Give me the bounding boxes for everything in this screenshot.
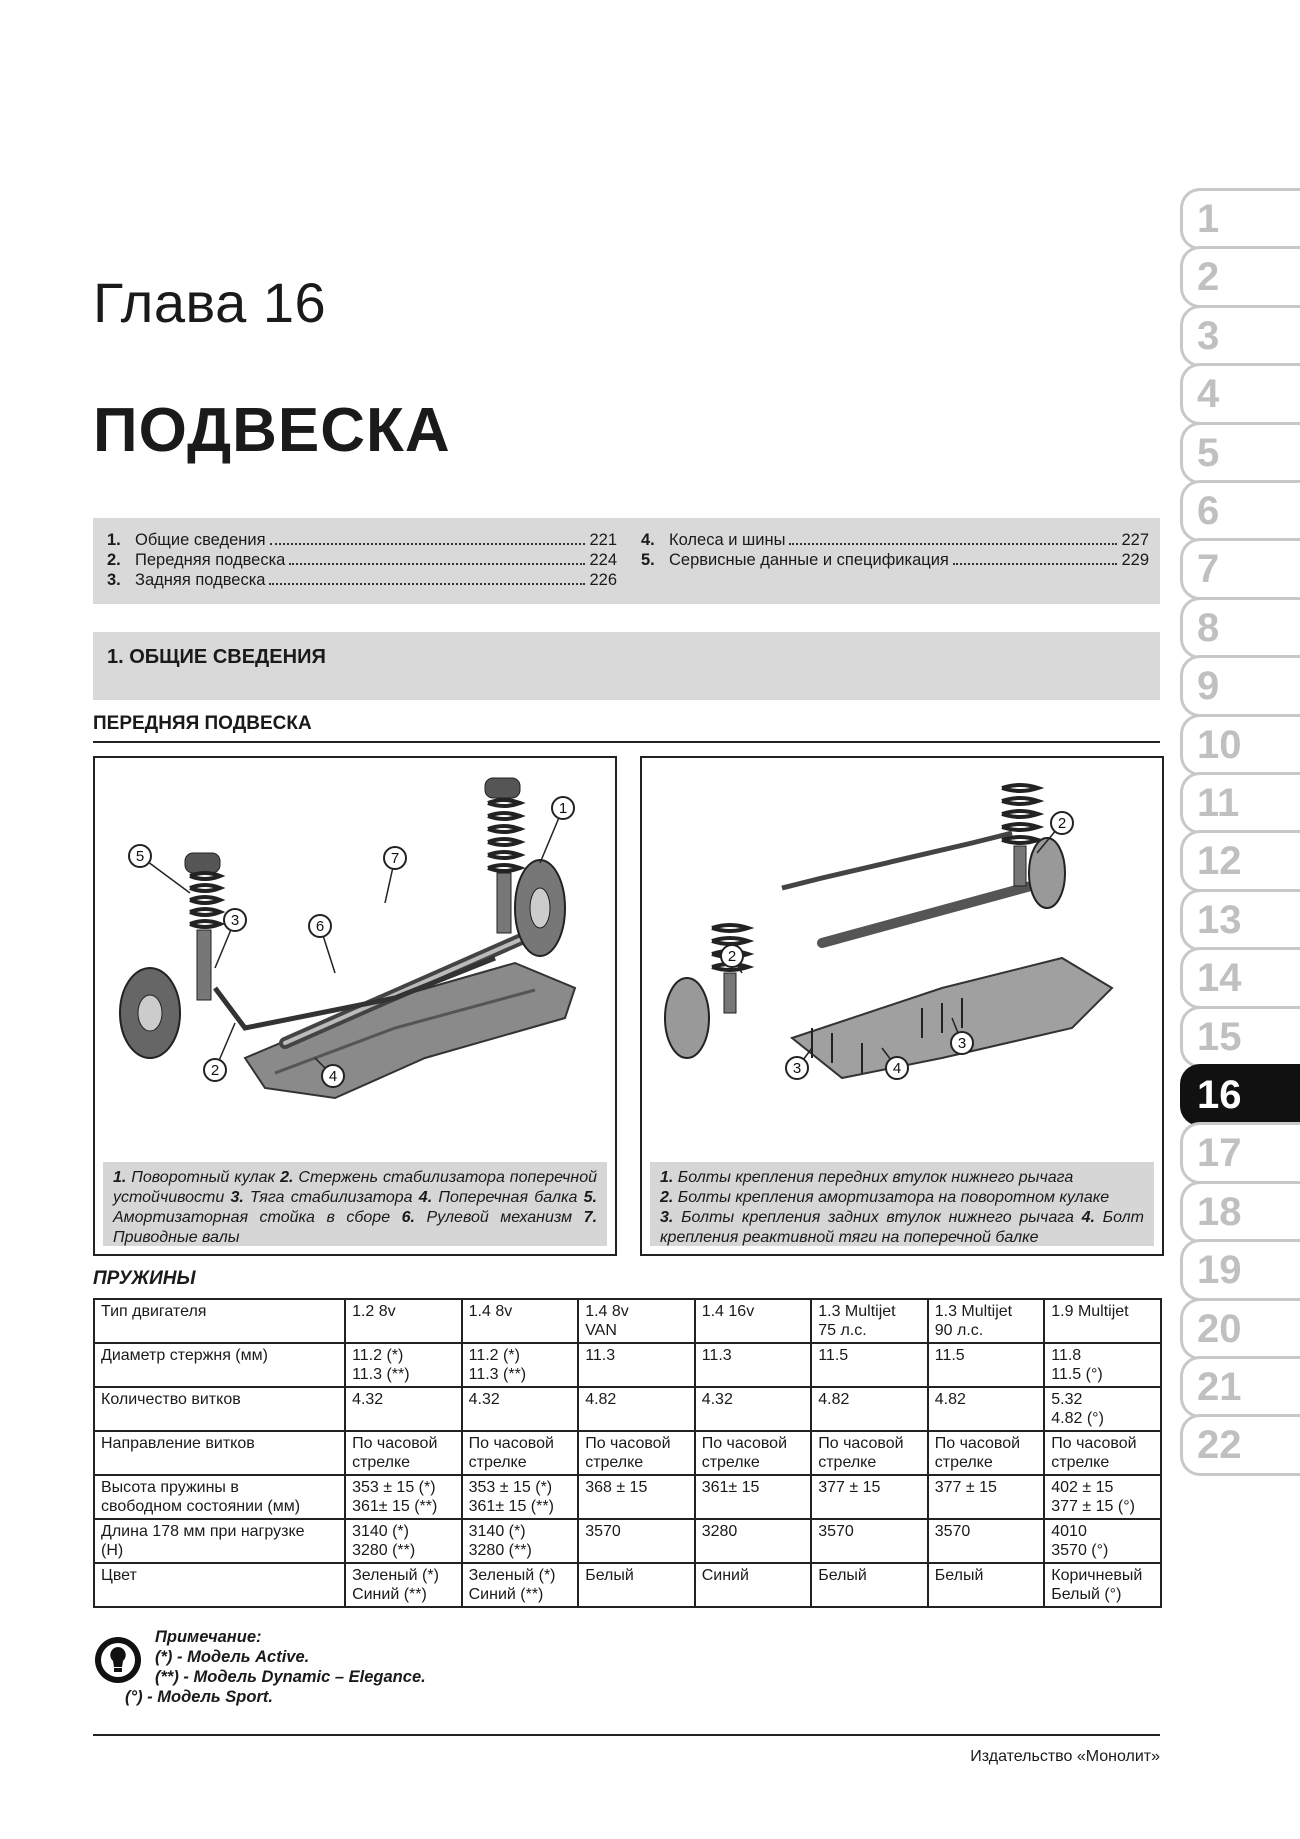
cell-value: 361± 15 (**) (352, 1498, 438, 1515)
table-row (94, 1563, 1161, 1607)
caption-text: Болты крепления амортизатора на поворотном кулаке (673, 1189, 1110, 1206)
table-cell (345, 1431, 462, 1475)
table-cell (811, 1299, 928, 1343)
cell-value: Синий (**) (468, 1586, 544, 1603)
table-cell (928, 1387, 1045, 1431)
cell-value: 3570 (934, 1523, 971, 1540)
chapter-tab-14[interactable]: 14 (1180, 947, 1300, 1009)
chapter-tab-18[interactable]: 18 (1180, 1181, 1300, 1243)
cell-value: 4.32 (468, 1391, 500, 1408)
section-header (93, 632, 1160, 700)
table-cell (695, 1475, 812, 1519)
contents-entry-number: 2. (107, 551, 121, 569)
cell-value: 3570 (°) (1051, 1542, 1109, 1559)
cell-value: По часовой (468, 1435, 554, 1452)
note-title: Примечание: (155, 1628, 262, 1646)
exploded-view-illustration (642, 758, 1162, 1153)
cell-value: 1.9 Multijet (1051, 1303, 1129, 1320)
cell-value: 90 л.с. (934, 1322, 984, 1339)
cell-value: По часовой (934, 1435, 1021, 1452)
note-line: (*) - Модель Active. (155, 1648, 310, 1666)
caption-text: Поперечная балка (432, 1189, 584, 1206)
leader-dots (789, 543, 1117, 545)
table-cell (811, 1519, 928, 1563)
cell-value: стрелке (934, 1454, 993, 1471)
table-cell (928, 1431, 1045, 1475)
contents-entry-page: 226 (589, 571, 617, 589)
lightbulb-icon (93, 1635, 143, 1685)
callout-2a: 2 (727, 948, 737, 965)
table-cell (811, 1563, 928, 1607)
table-cell (345, 1299, 462, 1343)
cell-value: 1.4 8v (585, 1303, 629, 1320)
contents-entry-page: 221 (589, 531, 617, 549)
callout-3b: 3 (957, 1035, 967, 1052)
cell-value: Белый (585, 1567, 634, 1584)
springs-heading: ПРУЖИНЫ (93, 1268, 196, 1289)
cell-value: 1.3 Multijet (934, 1303, 1013, 1320)
cell-value: По часовой (818, 1435, 904, 1452)
contents-entry-number: 3. (107, 571, 121, 589)
caption-number: 6. (401, 1209, 415, 1226)
caption-number: 3. (660, 1209, 674, 1226)
cell-value: Белый (818, 1567, 867, 1584)
table-cell (1044, 1519, 1161, 1563)
table-row (94, 1299, 1161, 1343)
table-cell (811, 1475, 928, 1519)
table-cell (695, 1343, 812, 1387)
cell-value: 11.5 (818, 1347, 849, 1364)
cell-value: стрелке (818, 1454, 877, 1471)
footer-rule (93, 1734, 1160, 1736)
contents-entry-label: Задняя подвеска (135, 571, 266, 589)
row-label: Диаметр стержня (мм) (101, 1347, 268, 1364)
figure-caption (650, 1162, 1154, 1246)
leader-dots (270, 543, 586, 545)
table-row (94, 1519, 1161, 1563)
cell-value: 5.32 (1051, 1391, 1083, 1408)
table-cell (1044, 1475, 1161, 1519)
chapter-tab-17[interactable]: 17 (1180, 1122, 1300, 1184)
cell-value: Белый (°) (1051, 1586, 1122, 1603)
cell-value: 4.82 (585, 1391, 617, 1408)
caption-text: Болты крепления задних втулок нижнего рычага (673, 1209, 1082, 1226)
row-label: Высота пружины в (101, 1479, 239, 1496)
cell-value: 4010 (1051, 1523, 1087, 1540)
cell-value: 402 ± 15 (1051, 1479, 1114, 1496)
row-label-cell (94, 1519, 345, 1563)
table-cell (695, 1563, 812, 1607)
chapter-tab-20[interactable]: 20 (1180, 1298, 1300, 1360)
section-title: 1. ОБЩИЕ СВЕДЕНИЯ (107, 646, 326, 668)
table-cell (462, 1431, 579, 1475)
table-cell (462, 1343, 579, 1387)
row-label: (Н) (101, 1542, 124, 1559)
caption-number: 7. (583, 1209, 598, 1226)
chapter-tab-9[interactable]: 9 (1180, 655, 1300, 717)
subsection-title: ПЕРЕДНЯЯ ПОДВЕСКА (93, 713, 312, 734)
chapter-contents (93, 518, 1160, 604)
left-spring-shape (190, 873, 220, 927)
table-cell (928, 1343, 1045, 1387)
chapter-tab-22[interactable]: 22 (1180, 1414, 1300, 1476)
chapter-tab-3[interactable]: 3 (1180, 305, 1300, 367)
row-label: Цвет (101, 1567, 137, 1584)
table-cell (578, 1431, 695, 1475)
contents-column-right (641, 530, 1149, 570)
contents-entry-page: 229 (1121, 551, 1149, 569)
cell-value: По часовой (585, 1435, 671, 1452)
table-cell (345, 1519, 462, 1563)
contents-entry-label: Общие сведения (135, 531, 266, 549)
contents-entry[interactable] (641, 550, 1149, 570)
row-label-cell (94, 1431, 345, 1475)
callout-2b: 2 (1057, 815, 1067, 832)
table-cell (462, 1387, 579, 1431)
caption-text: Болт крепления реактивной тяги на поперечной балке (660, 1209, 1144, 1246)
cell-value: 377 ± 15 (818, 1479, 881, 1496)
chapter-tab-2[interactable]: 2 (1180, 246, 1300, 308)
callout-5: 5 (135, 848, 145, 865)
table-cell (928, 1563, 1045, 1607)
cell-value: 3570 (585, 1523, 621, 1540)
figure-caption (103, 1162, 607, 1246)
cell-value: Синий (701, 1567, 749, 1584)
table-cell (578, 1475, 695, 1519)
table-cell (1044, 1563, 1161, 1607)
table-cell (928, 1299, 1045, 1343)
contents-entry-label: Передняя подвеска (135, 551, 286, 569)
cell-value: 11.2 (*) (468, 1347, 520, 1364)
row-label: Длина 178 мм при нагрузке (101, 1523, 305, 1540)
contents-entry[interactable] (107, 550, 617, 570)
row-label: свободном состоянии (мм) (101, 1498, 301, 1515)
chapter-tab-10[interactable]: 10 (1180, 714, 1300, 776)
right-spring-shape (488, 800, 520, 871)
cell-value: 3280 (**) (352, 1542, 416, 1559)
cell-value: 4.82 (818, 1391, 850, 1408)
leader-dots (269, 583, 585, 585)
cell-value: 368 ± 15 (585, 1479, 648, 1496)
row-label-cell (94, 1475, 345, 1519)
chapter-tab-19[interactable]: 19 (1180, 1239, 1300, 1301)
chapter-tab-7[interactable]: 7 (1180, 538, 1300, 600)
table-cell (1044, 1431, 1161, 1475)
cell-value: Синий (**) (352, 1586, 427, 1603)
contents-entry-page: 224 (589, 551, 617, 569)
cell-value: 75 л.с. (818, 1322, 867, 1339)
callout-1: 1 (558, 800, 568, 817)
cell-value: стрелке (1051, 1454, 1110, 1471)
cell-value: Коричневый (1051, 1567, 1143, 1584)
cell-value: 11.3 (701, 1347, 732, 1364)
callout-3a: 3 (792, 1060, 802, 1077)
callout-6: 6 (315, 918, 325, 935)
table-row (94, 1387, 1161, 1431)
table-cell (345, 1563, 462, 1607)
caption-text: Тяга стабилизатора (243, 1189, 419, 1206)
caption-number: 2. (280, 1169, 294, 1186)
table-cell (1044, 1343, 1161, 1387)
table-cell (578, 1343, 695, 1387)
caption-number: 4. (418, 1189, 433, 1206)
table-cell (1044, 1387, 1161, 1431)
cell-value: Белый (934, 1567, 984, 1584)
cell-value: 11.8 (1051, 1347, 1082, 1364)
caption-text: Амортизаторная стойка в сборе (113, 1209, 402, 1226)
table-cell (695, 1519, 812, 1563)
cell-value: стрелке (468, 1454, 527, 1471)
cell-value: 353 ± 15 (*) (352, 1479, 436, 1496)
chapter-tab-15[interactable]: 15 (1180, 1006, 1300, 1068)
cell-value: 1.4 16v (701, 1303, 755, 1320)
page-title: ПОДВЕСКА (93, 396, 451, 465)
cell-value: По часовой (701, 1435, 788, 1452)
chapter-tab-11[interactable]: 11 (1180, 772, 1300, 834)
callout-2: 2 (210, 1062, 220, 1079)
cell-value: 3280 (**) (468, 1542, 532, 1559)
contents-entry-label: Сервисные данные и спецификация (669, 551, 949, 569)
chapter-tab-13[interactable]: 13 (1180, 889, 1300, 951)
chapter-tab-6[interactable]: 6 (1180, 480, 1300, 542)
table-cell (345, 1343, 462, 1387)
chapter-label: Глава 16 (93, 271, 327, 334)
table-cell (462, 1563, 579, 1607)
chapter-tab-12[interactable]: 12 (1180, 830, 1300, 892)
contents-column-left (107, 530, 617, 590)
cell-value: 4.82 (°) (1051, 1410, 1104, 1427)
table-cell (578, 1519, 695, 1563)
cell-value: По часовой (352, 1435, 438, 1452)
table-cell (462, 1475, 579, 1519)
chapter-tab-5[interactable]: 5 (1180, 422, 1300, 484)
cell-value: 11.3 (585, 1347, 616, 1364)
cell-value: 11.2 (*) (352, 1347, 404, 1364)
publisher-footer: Издательство «Монолит» (970, 1748, 1160, 1765)
callout-4: 4 (892, 1060, 902, 1077)
cell-value: 4.32 (352, 1391, 384, 1408)
cell-value: 361± 15 (**) (468, 1498, 554, 1515)
table-cell (928, 1475, 1045, 1519)
cell-value: 11.3 (**) (468, 1366, 527, 1383)
table-cell (578, 1299, 695, 1343)
contents-entry[interactable] (107, 530, 617, 550)
cell-value: стрелке (352, 1454, 411, 1471)
table-cell (345, 1475, 462, 1519)
springs-spec-table (93, 1298, 1162, 1608)
table-cell (462, 1519, 579, 1563)
caption-text: Рулевой механизм (415, 1209, 584, 1226)
table-cell (578, 1387, 695, 1431)
note-block (125, 1627, 426, 1707)
cell-value: Зеленый (*) (468, 1567, 556, 1584)
contents-entry-label: Колеса и шины (669, 531, 786, 549)
table-cell (345, 1387, 462, 1431)
note-line: (**) - Модель Dynamic – Elegance. (155, 1668, 426, 1686)
chapter-tab-1[interactable]: 1 (1180, 188, 1300, 250)
cell-value: Зеленый (*) (352, 1567, 439, 1584)
cell-value: 1.4 8v (468, 1303, 513, 1320)
contents-entry-number: 5. (641, 551, 655, 569)
table-cell (1044, 1299, 1161, 1343)
table-cell (811, 1387, 928, 1431)
chapter-tab-21[interactable]: 21 (1180, 1356, 1300, 1418)
caption-number: 1. (660, 1169, 674, 1186)
cell-value: 3140 (*) (352, 1523, 409, 1540)
cell-value: 361± 15 (701, 1479, 760, 1496)
table-cell (578, 1563, 695, 1607)
caption-number: 5. (583, 1189, 597, 1206)
cell-value: 3280 (701, 1523, 738, 1540)
contents-entry-number: 1. (107, 531, 121, 549)
table-row (94, 1475, 1161, 1519)
table-cell (695, 1299, 812, 1343)
callout-3: 3 (230, 912, 240, 929)
cell-value: стрелке (701, 1454, 760, 1471)
table-cell (811, 1343, 928, 1387)
table-cell (811, 1431, 928, 1475)
cell-value: стрелке (585, 1454, 644, 1471)
caption-number: 4. (1081, 1209, 1095, 1226)
cell-value: 377 ± 15 (°) (1051, 1498, 1135, 1515)
caption-number: 2. (660, 1189, 674, 1206)
cell-value: 377 ± 15 (934, 1479, 997, 1496)
cell-value: По часовой (1051, 1435, 1137, 1452)
row-label: Тип двигателя (101, 1303, 207, 1320)
front-suspension-illustration (95, 758, 615, 1153)
subsection-rule (93, 741, 1160, 743)
row-label-cell (94, 1563, 345, 1607)
contents-entry-page: 227 (1121, 531, 1149, 549)
caption-number: 3. (230, 1189, 244, 1206)
cell-value: 1.2 8v (352, 1303, 396, 1320)
row-label: Количество витков (101, 1391, 241, 1408)
table-cell (695, 1431, 812, 1475)
chapter-tab-16[interactable]: 16 (1180, 1064, 1300, 1126)
table-cell (462, 1299, 579, 1343)
contents-entry-number: 4. (641, 531, 655, 549)
caption-text: Поворотный кулак (126, 1169, 281, 1186)
leader-dots (953, 563, 1118, 565)
caption-text: Приводные валы (113, 1229, 240, 1246)
row-label-cell (94, 1343, 345, 1387)
table-row (94, 1431, 1161, 1475)
caption-text: Болты крепления передних втулок нижнего рычага (673, 1169, 1074, 1186)
leader-dots (289, 563, 585, 565)
callout-7: 7 (390, 850, 400, 867)
row-label: Направление витков (101, 1435, 255, 1452)
cell-value: 353 ± 15 (*) (468, 1479, 553, 1496)
table-cell (695, 1387, 812, 1431)
caption-number: 1. (113, 1169, 127, 1186)
contents-entry[interactable] (107, 570, 617, 590)
cell-value: VAN (585, 1322, 617, 1339)
chapter-tab-8[interactable]: 8 (1180, 597, 1300, 659)
row-label-cell (94, 1299, 345, 1343)
cell-value: 4.32 (701, 1391, 733, 1408)
caption-text: Стержень стабилизатора поперечной устойчивости (113, 1169, 597, 1206)
chapter-tab-4[interactable]: 4 (1180, 363, 1300, 425)
cell-value: 3140 (*) (468, 1523, 526, 1540)
row-label-cell (94, 1387, 345, 1431)
contents-entry[interactable] (641, 530, 1149, 550)
note-line: (°) - Модель Sport. (125, 1688, 273, 1706)
callout-4: 4 (328, 1068, 338, 1085)
figure-front-suspension (93, 756, 617, 1256)
figure-exploded-view (640, 756, 1164, 1256)
cell-value: 3570 (818, 1523, 854, 1540)
table-row (94, 1343, 1161, 1387)
cell-value: 4.82 (934, 1391, 966, 1408)
cell-value: 11.5 (934, 1347, 965, 1364)
cell-value: 11.5 (°) (1051, 1366, 1103, 1383)
table-cell (928, 1519, 1045, 1563)
cell-value: 11.3 (**) (352, 1366, 410, 1383)
cell-value: 1.3 Multijet (818, 1303, 896, 1320)
